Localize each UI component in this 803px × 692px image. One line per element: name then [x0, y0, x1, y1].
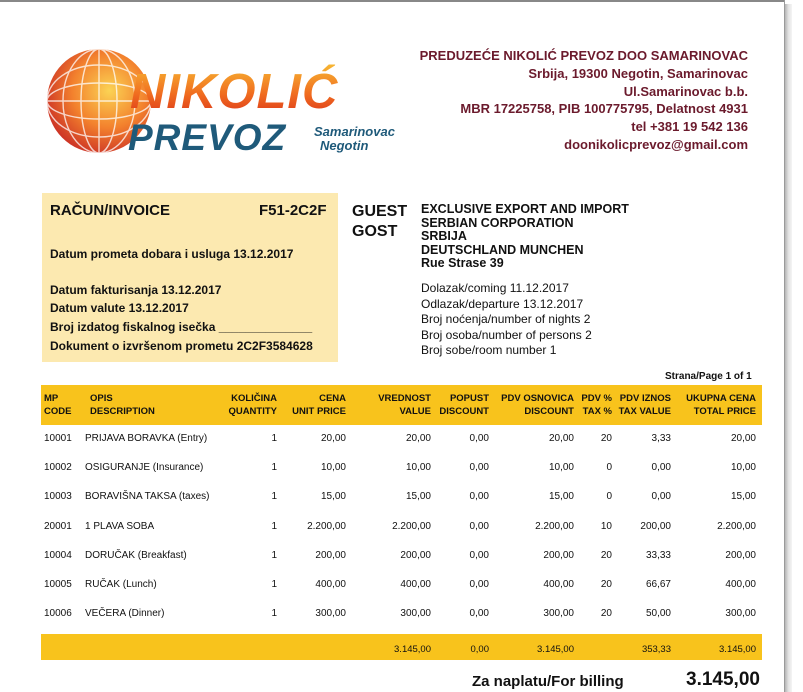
cell-code: 10004: [44, 549, 72, 561]
total-value: 3.145,00: [394, 644, 431, 655]
page-shadow: [785, 4, 792, 692]
cell-total-price: 400,00: [725, 579, 756, 590]
invoice-trade-date: Datum prometa dobara i usluga 13.12.2017: [50, 247, 294, 261]
table-header: [41, 385, 762, 425]
logo-text-negotin: Negotin: [320, 138, 369, 153]
th-code: MP CODE: [44, 393, 72, 417]
cell-tax-base: 20,00: [548, 433, 574, 444]
cell-discount: 0,00: [469, 579, 489, 590]
cell-value: 300,00: [400, 608, 431, 620]
table-row: [41, 483, 762, 512]
cell-unit-price: 400,00: [315, 579, 346, 590]
cell-description: 1 PLAVA SOBA: [85, 520, 155, 532]
invoice-fiscal-receipt: Broj izdatog fiskalnog isečka ______________: [50, 320, 313, 334]
cell-total-price: 10,00: [730, 462, 756, 474]
cell-tax-base: 10,00: [548, 462, 574, 474]
cell-discount: 0,00: [469, 608, 489, 620]
stay-arrival: Dolazak/coming 11.12.2017: [421, 281, 569, 295]
page-indicator: Strana/Page 1 of 1: [665, 371, 752, 382]
stay-details: [421, 281, 592, 359]
cell-tax-base: 200,00: [543, 549, 574, 561]
cell-code: 10001: [44, 433, 72, 444]
th-tax-base: PDV OSNOVICA DISCOUNT: [501, 393, 574, 417]
cell-tax-value: 0,00: [651, 462, 671, 474]
total-tax-base: 3.145,00: [537, 644, 574, 655]
cell-unit-price: 200,00: [315, 549, 346, 561]
invoice-due-date: Datum valute 13.12.2017: [50, 301, 189, 315]
cell-tax-base: 2.200,00: [535, 520, 574, 532]
guest-name-line2: SERBIAN CORPORATION: [421, 215, 574, 230]
cell-value: 200,00: [400, 549, 431, 561]
stay-nights: Broj noćenja/number of nights 2: [421, 312, 591, 326]
table-totals-row: [41, 634, 762, 660]
cell-unit-price: 300,00: [315, 608, 346, 620]
guest-name-line1: EXCLUSIVE EXPORT AND IMPORT: [421, 202, 629, 216]
cell-quantity: 1: [271, 433, 277, 444]
cell-code: 10002: [44, 462, 72, 474]
invoice-title: RAČUN/INVOICE: [50, 202, 171, 219]
cell-tax-base: 400,00: [543, 579, 574, 590]
cell-total-price: 15,00: [730, 491, 756, 503]
cell-code: 10005: [44, 579, 72, 590]
cell-tax-percent: 20: [600, 579, 612, 590]
cell-code: 10006: [44, 608, 72, 620]
total-discount: 0,00: [470, 644, 489, 655]
total-tax-value: 353,33: [641, 644, 671, 655]
cell-description: DORUČAK (Breakfast): [85, 549, 187, 561]
cell-tax-value: 3,33: [651, 433, 671, 444]
guest-address: [421, 203, 629, 271]
cell-description: PRIJAVA BORAVKA (Entry): [85, 433, 208, 444]
cell-discount: 0,00: [469, 433, 489, 444]
cell-tax-value: 50,00: [645, 608, 671, 620]
cell-value: 10,00: [405, 462, 431, 474]
cell-description: BORAVIŠNA TAKSA (taxes): [85, 491, 210, 503]
billing-label: Za naplatu/For billing: [472, 673, 624, 690]
th-discount: POPUST DISCOUNT: [439, 393, 489, 417]
cell-tax-percent: 10: [600, 520, 612, 532]
company-name: PREDUZEĆE NIKOLIĆ PREVOZ DOO SAMARINOVAC: [419, 48, 748, 63]
company-registration: MBR 17225758, PIB 100775795, Delatnost 4931: [460, 101, 748, 117]
cell-value: 2.200,00: [392, 520, 431, 532]
cell-description: OSIGURANJE (Insurance): [85, 462, 204, 474]
guest-country: SRBIJA: [421, 229, 467, 243]
invoice-billing-date: Datum fakturisanja 13.12.2017: [50, 283, 222, 297]
guest-label: [352, 202, 407, 242]
stay-room: Broj sobe/room number 1: [421, 343, 557, 357]
cell-description: RUČAK (Lunch): [85, 579, 157, 590]
th-quantity: KOLIČINA QUANTITY: [228, 393, 277, 417]
table-row: [41, 542, 762, 571]
stay-persons: Broj osoba/number of persons 2: [421, 327, 592, 342]
cell-value: 20,00: [405, 433, 431, 444]
cell-tax-value: 0,00: [651, 491, 671, 503]
guest-street: Rue Strase 39: [421, 256, 504, 270]
cell-quantity: 1: [271, 608, 277, 620]
cell-tax-percent: 20: [600, 549, 612, 561]
table-row: [41, 513, 762, 542]
cell-tax-value: 200,00: [640, 520, 671, 532]
cell-tax-percent: 20: [600, 433, 612, 444]
invoice-number: F51-2C2F: [259, 202, 327, 219]
cell-discount: 0,00: [469, 462, 489, 474]
cell-value: 400,00: [400, 579, 431, 590]
logo-text-prevoz: PREVOZ: [128, 117, 287, 158]
cell-discount: 0,00: [469, 520, 489, 532]
cell-tax-value: 33,33: [645, 549, 671, 561]
logo-text-samarinovac: Samarinovac: [314, 124, 395, 139]
cell-total-price: 20,00: [730, 433, 756, 444]
table-row: [41, 454, 762, 483]
cell-discount: 0,00: [469, 549, 489, 561]
cell-unit-price: 20,00: [320, 433, 346, 444]
cell-unit-price: 15,00: [320, 491, 346, 503]
cell-description: VEČERA (Dinner): [85, 608, 165, 620]
cell-tax-percent: 20: [600, 608, 612, 620]
cell-total-price: 300,00: [725, 608, 756, 620]
company-address-street: Ul.Samarinovac b.b.: [623, 83, 748, 99]
cell-code: 10003: [44, 491, 72, 503]
cell-quantity: 1: [271, 549, 277, 561]
th-tax-percent: PDV % TAX %: [581, 393, 612, 417]
th-tax-value: PDV IZNOS TAX VALUE: [618, 393, 671, 417]
th-value: VREDNOST VALUE: [378, 393, 431, 417]
cell-unit-price: 2.200,00: [307, 520, 346, 532]
company-address-city: Srbija, 19300 Negotin, Samarinovac: [528, 65, 748, 81]
th-unit-price: CENA UNIT PRICE: [292, 393, 346, 417]
cell-quantity: 1: [271, 462, 277, 474]
billing-total: 3.145,00: [686, 669, 760, 690]
invoice-document-number: Dokument o izvršenom prometu 2C2F3584628: [50, 339, 313, 353]
cell-quantity: 1: [271, 579, 277, 590]
cell-value: 15,00: [405, 491, 431, 503]
cell-quantity: 1: [271, 520, 277, 532]
company-email: doonikolicprevoz@gmail.com: [564, 136, 748, 152]
cell-tax-percent: 0: [606, 462, 612, 474]
cell-total-price: 2.200,00: [717, 520, 756, 532]
cell-tax-value: 66,67: [645, 579, 671, 590]
company-details: [420, 47, 748, 154]
cell-total-price: 200,00: [725, 549, 756, 561]
invoice-info-box: [42, 193, 338, 362]
page-top-border: [0, 0, 785, 2]
guest-label-en: GUEST: [352, 203, 408, 220]
table-row: [41, 571, 762, 600]
th-description: OPIS DESCRIPTION: [90, 393, 155, 417]
cell-tax-base: 300,00: [543, 608, 574, 620]
cell-tax-base: 15,00: [548, 491, 574, 503]
guest-label-sr: GOST: [352, 223, 398, 240]
logo-text-nikolic: NIKOLIĆ: [130, 65, 339, 119]
guest-city: DEUTSCHLAND MUNCHEN: [421, 242, 584, 257]
cell-code: 20001: [44, 520, 72, 532]
table-row: [41, 600, 762, 629]
table-row: [41, 425, 762, 454]
th-total-price: UKUPNA CENA TOTAL PRICE: [686, 393, 756, 417]
cell-unit-price: 10,00: [320, 462, 346, 474]
stay-departure: Odlazak/departure 13.12.2017: [421, 296, 584, 311]
company-logo: [44, 44, 395, 158]
cell-discount: 0,00: [469, 491, 489, 503]
total-price: 3.145,00: [719, 644, 756, 655]
cell-quantity: 1: [271, 491, 277, 503]
company-phone: tel +381 19 542 136: [631, 119, 748, 135]
cell-tax-percent: 0: [606, 491, 612, 503]
